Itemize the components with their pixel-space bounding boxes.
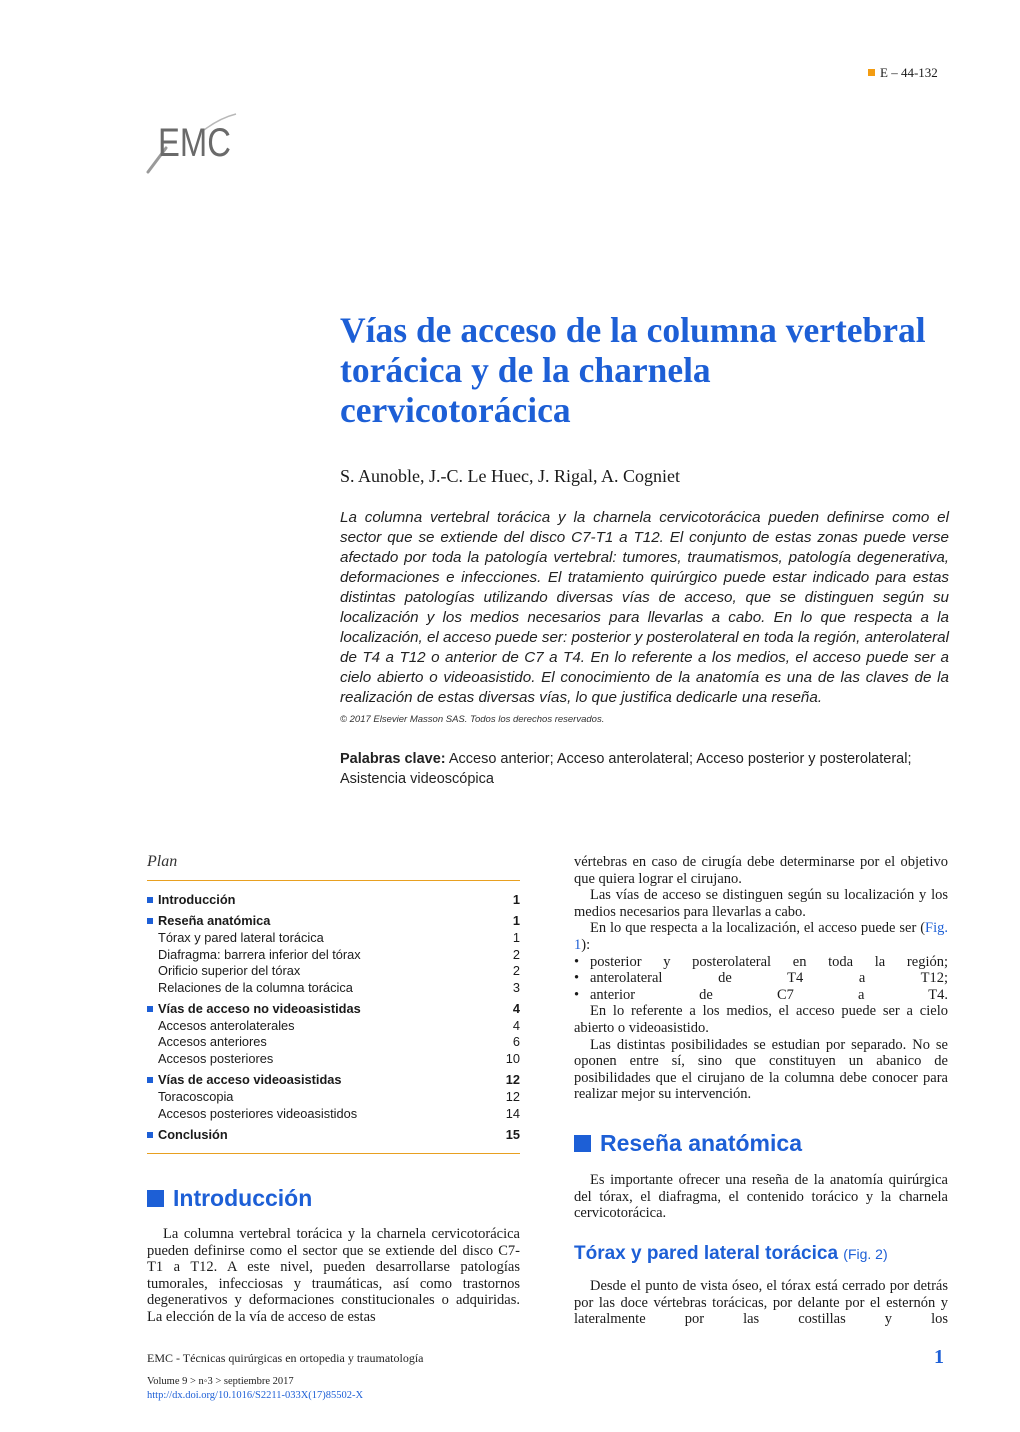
toc-entry[interactable] — [147, 913, 520, 930]
blue-square-bullet-icon — [147, 897, 153, 903]
keywords — [340, 749, 940, 789]
toc-entry-page: 1 — [512, 892, 520, 907]
article-reference-code — [868, 65, 938, 81]
toc-entry-label: Accesos anterolaterales — [158, 1017, 295, 1033]
right-paragraph-2: Las vías de acceso se distinguen según su localización y los medios necesarios para llevarlas a cabo. — [574, 887, 948, 920]
intro-paragraph — [147, 1226, 520, 1326]
toc-entry-label: Accesos posteriores videoasistidos — [158, 1105, 358, 1121]
toc-entry[interactable] — [147, 1072, 520, 1089]
right-paragraph-3 — [574, 920, 948, 953]
toc-entry-page: 4 — [512, 1017, 520, 1033]
plan-divider-top — [147, 880, 520, 881]
section-heading-resena-anatomica — [574, 1130, 802, 1157]
table-of-contents — [147, 892, 520, 1144]
toc-entry-page: 2 — [512, 963, 520, 979]
toc-entry[interactable] — [147, 1001, 520, 1018]
doi-link[interactable]: http://dx.doi.org/10.1016/S2211-033X(17)85502-X — [147, 1390, 364, 1401]
emc-logo — [140, 96, 244, 176]
article-abstract: La columna vertebral torácica y la charnela cervicotorácica pueden definirse como el sector que se extiende del disco C7-T1 a T12. El conjunto de estas zonas puede verse afectado por toda la patología vertebral: tumores, traumatismos, patología degenerativa, deformaciones e infecciones. El tratamiento quirúrgico puede estar indicado para estas distintas patologías utilizando diversas vías de acceso, que se distinguen según su localización y los medios necesarios para llevarlas a cabo. En lo que respecta a la localización, el acceso puede ser: posterior y posterolateral en toda la región, anterolateral de T4 a T12 o anterior de C7 a T4. En lo referente a los medios, el acceso puede ser a cielo abierto o videoasistido. El conocimiento de la anatomía es una de las claves de la realización de estas diversas vías, lo que justifica dedicarle una reseña. — [340, 509, 949, 706]
toc-entry-page: 15 — [505, 1126, 520, 1142]
right-paragraph-3-end: ): — [581, 936, 591, 953]
plan-divider-bottom — [147, 1153, 520, 1154]
toc-entry-label: Vías de acceso no videoasistidas — [158, 1001, 361, 1017]
right-paragraph-4: En lo referente a los medios, el acceso puede ser a cielo abierto o videoasistido. — [574, 1003, 948, 1036]
journal-name: EMC - Técnicas quirúrgicas en ortopedia y traumatología — [147, 1351, 424, 1365]
toc-entry[interactable] — [147, 980, 520, 997]
toc-entry-label: Vías de acceso videoasistidas — [158, 1072, 342, 1088]
torax-heading-text: Tórax y pared lateral torácica — [574, 1243, 839, 1264]
toc-entry-label: Reseña anatómica — [158, 913, 271, 929]
toc-entry[interactable] — [147, 1034, 520, 1051]
list-item: • anterior de C7 a T4. — [574, 987, 948, 1004]
volume-info: Volume 9 > n◦3 > septiembre 2017 — [147, 1376, 294, 1387]
toc-entry-page: 12 — [505, 1072, 520, 1088]
blue-square-bullet-icon — [147, 1132, 153, 1138]
toc-entry[interactable] — [147, 1089, 520, 1106]
toc-entry[interactable] — [147, 1051, 520, 1068]
toc-entry[interactable] — [147, 963, 520, 980]
article-title: Vías de acceso de la columna vertebral torácica y de la charnela cervicotorácica — [340, 310, 926, 430]
blue-square-bullet-icon — [147, 1006, 153, 1012]
subsection-heading-torax — [574, 1243, 888, 1265]
torax-paragraph-text: Desde el punto de vista óseo, el tórax está cerrado por detrás por las doce vértebras torácicas, por delante por el esternón y lateralmente por las costillas y los — [574, 1278, 948, 1328]
figure-1-link[interactable]: Fig. 1 — [574, 920, 948, 953]
page-number: 1 — [934, 1346, 944, 1368]
torax-paragraph — [574, 1278, 948, 1328]
toc-entry-label: Conclusión — [158, 1126, 228, 1142]
anatomy-heading-text: Reseña anatómica — [600, 1130, 802, 1156]
plan-heading: Plan — [147, 853, 178, 870]
figure-2-link[interactable]: (Fig. 2) — [843, 1246, 888, 1262]
anatomy-paragraph-text: Es importante ofrecer una reseña de la anatomía quirúrgica del tórax, el diafragma, el contenido torácico y la charnela cervicotorácica. — [574, 1172, 948, 1222]
toc-entry-page: 3 — [512, 979, 520, 995]
keywords-label: Palabras clave: — [340, 751, 446, 767]
toc-entry[interactable] — [147, 930, 520, 947]
toc-entry-page: 10 — [505, 1050, 520, 1066]
toc-entry-page: 4 — [512, 1001, 520, 1017]
right-paragraph-1: vértebras en caso de cirugía debe determinarse por el objetivo que quiera lograr el cirujano. — [574, 854, 948, 887]
intro-paragraph-text: La columna vertebral torácica y la charnela cervicotorácica pueden definirse como el sector que se extiende del disco C7-T1 a T12. A este nivel, pueden desarrollarse patologías tumorales, infecciosas y traumáticas, así como trastornos degenerativos y deformaciones constitucionales o adquiridas. La elección de la vía de acceso de estas — [147, 1226, 520, 1325]
toc-entry-page: 12 — [505, 1088, 520, 1104]
toc-entry[interactable] — [147, 1106, 520, 1123]
anatomy-paragraph — [574, 1172, 948, 1222]
copyright-notice: © 2017 Elsevier Masson SAS. Todos los derechos reservados. — [340, 714, 605, 725]
blue-square-icon — [147, 1190, 164, 1207]
list-item: • posterior y posterolateral en toda la región; — [574, 954, 948, 971]
orange-square-icon — [868, 69, 875, 76]
toc-entry-label: Accesos posteriores — [158, 1050, 274, 1066]
toc-entry-label: Accesos anteriores — [158, 1034, 267, 1050]
article-authors: S. Aunoble, J.-C. Le Huec, J. Rigal, A. Cogniet — [340, 466, 680, 486]
blue-square-icon — [574, 1135, 591, 1152]
section-heading-introduccion — [147, 1185, 312, 1212]
toc-entry-label: Relaciones de la columna torácica — [158, 979, 353, 995]
toc-entry-page: 14 — [505, 1105, 520, 1121]
toc-entry-page: 6 — [512, 1034, 520, 1050]
list-item: • anterolateral de T4 a T12; — [574, 970, 948, 987]
toc-entry-page: 1 — [512, 913, 520, 929]
toc-entry[interactable] — [147, 947, 520, 964]
toc-entry-label: Introducción — [158, 892, 236, 907]
right-paragraph-3-text: En lo que respecta a la localización, el acceso puede ser ( — [590, 920, 926, 937]
access-location-list — [574, 954, 948, 1004]
reference-code-text: E – 44-132 — [880, 65, 938, 80]
toc-entry[interactable] — [147, 1127, 520, 1144]
intro-heading-text: Introducción — [173, 1185, 313, 1211]
toc-entry-page: 2 — [512, 946, 520, 962]
toc-entry-label: Tórax y pared lateral torácica — [158, 929, 324, 945]
keywords-list: Acceso anterior; Acceso anterolateral; Acceso posterior y posterolateral; Asistencia videoscópica — [340, 751, 912, 787]
toc-entry-label: Orificio superior del tórax — [158, 963, 301, 979]
blue-square-bullet-icon — [147, 918, 153, 924]
logo-text: EMC — [158, 119, 231, 165]
toc-entry-label: Diafragma: barrera inferior del tórax — [158, 946, 361, 962]
toc-entry-label: Toracoscopia — [158, 1088, 234, 1104]
blue-square-bullet-icon — [147, 1077, 153, 1083]
right-column-text — [574, 854, 948, 1103]
right-paragraph-5: Las distintas posibilidades se estudian por separado. No se oponen entre sí, sino que constituyen un abanico de posibilidades que el cirujano de la columna debe conocer para realizar mejor su intervención. — [574, 1036, 948, 1103]
toc-entry[interactable] — [147, 892, 520, 909]
toc-entry-page: 1 — [512, 929, 520, 945]
toc-entry[interactable] — [147, 1018, 520, 1035]
